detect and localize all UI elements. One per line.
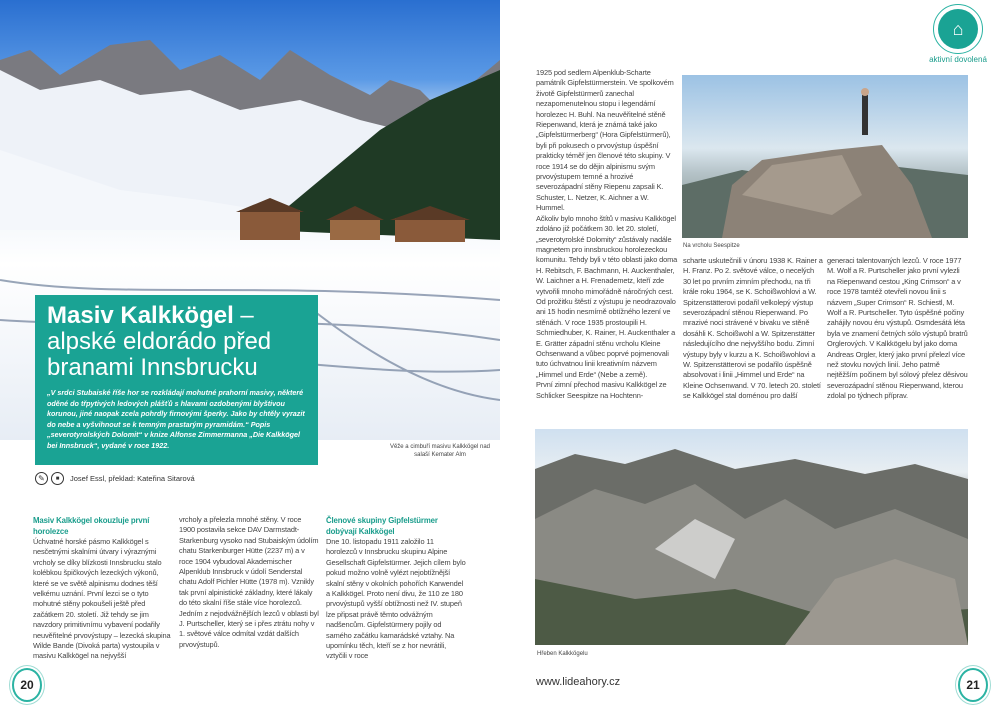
body-text: scharte uskutečnili v únoru 1938 K. Rainer a H. Franz. Po 2. světové válce, o necelých 30 let po prvním zimním přechodu, na tři krále roku 1964, se K. Schoißwohlovi a W. Spitzenstätterovi podařil velkolepý výstup severozápadní stěnou Riepenwand. Po mrazivé noci strávené v bivaku ve stěně dosáhli K. Schoißwohl a W. Spitzenstätter následujícího dne nejvyššího bodu. Zimní výstupy byly v kurzu a K. Schoißwohlovi a W. Spitzenstätterovi se podařilo úspěšně absolvovat i linii „Himmel und Erde“ na Kleine Ochsenwand. V 70. letech 20. století se Kalkkögel stal doménou pro další: [683, 256, 823, 401]
left-column-3: [326, 515, 466, 662]
website-link[interactable]: www.lideahory.cz: [536, 676, 621, 688]
photo-seespitze-summit: [682, 75, 968, 238]
title-line2: alpské eldorádo před: [47, 328, 272, 355]
page-title: [47, 303, 306, 381]
backpack-icon: ⌂: [933, 4, 983, 54]
body-text: Ačkoliv bylo mnoho štítů v masivu Kalkkögel zdoláno již počátkem 30. let 20. století, „severotyrolské Dolomity“ zůstávaly nadále magnetem pro innsbruckou horolezeckou komunitu. Tehdy byli v této oblasti jako doma H. Rebitsch, F. Bachmann, H. Auckenthaler, W. Laichner a H. Frenademetz, kteří zde vytvořili mnoho mimořádně náročných cest. Od prožitku štěstí z výstupu je neodrazovalo ani 15 hodin nesmírně obtížného lezení ve stěnách. V roce 1935 prostoupili H. Schmiedhuber, K. Rainer, H. Auckenthaler a E. Grätter západní stěnu vrcholu Kleine Ochsenwand a vůbec poprvé pojmenovali tuto úchvatnou linii kreativním názvem „Himmel und Erde“ (Nebe a země).: [536, 213, 678, 379]
intro-text: „V srdci Stubaiské říše hor se rozkládají mohutné prahorní masivy, některé oděné do třpytivých ledových plášťů s hlavami ozdobenými blyštivou korunou, jiné naopak zcela pohrdly firnovými šperky. Jako by chtěly vyrazit do nebe a vyšvihnout se k temným prastarým pyramidám.“ Popis „severotyrolských Dolomit“ v knize Alfonse Zimmermanna „Die Kalkkögel bei Innsbruck“, vydané v roce 1922.: [47, 388, 305, 450]
top-right-caption: Na vrcholu Seespitze: [683, 243, 740, 249]
title-line3: branami Innsbrucku: [47, 354, 258, 381]
credits-text: Josef Essl, překlad: Kateřina Sitarová: [70, 474, 195, 483]
right-column-1: [536, 68, 679, 401]
camera-icon: ■: [51, 472, 64, 485]
left-column-2: [179, 515, 319, 650]
body-text: vrcholy a přelezla mnohé stěny. V roce 1900 postavila sekce DAV Darmstadt-Starkenburg vysoko nad Stubaiským údolím chatu Starkenburger Hütte (2237 m) a v roce 1904 vybudoval Akademischer Alpenklub Innsbruck v údolí Senderstal chatu Adolf Pichler Hütte (1978 m). Vznikly tak první alpinistické základny, které lákaly do této skalní říše stále více horolezců. Jedním z nejodvážnějších lezců v oblasti byl J. Purtscheller, který se i přes ztrátu nohy v 1. světové válce odmítal vzdát dalších prvovýstupů.: [179, 515, 319, 649]
body-text: Dne 10. listopadu 1911 založilo 11 horolezců v Innsbrucku skupinu Alpine Gesellschaft Gipfelstürmer. Jejich cílem bylo pokud možno volně vylézt nejobtížnější skalní stěny v okolních pohořích Karwendel a Kalkkögel. Proto není divu, že 110 ze 180 prvovýstupů vyšší obtížnosti než IV. stupeň lze připsat právě těmto odvážným nadšencům. Gipfelstürmery pojily od samého začátku kamarádské vztahy. Na upomínku těch, kteří se z hor nevrátili, vztyčili v roce: [326, 537, 466, 661]
section-logo: [918, 4, 998, 64]
section-label: aktivní dovolená: [929, 55, 987, 64]
body-text: První zimní přechod masivu Kalkkögel ze Schlicker Seespitze na Hochtenn-: [536, 380, 667, 400]
body-text: 1925 pod sedlem Alpenklub-Scharte památník Gipfelstürmerstein. Ve spolkovém životě Gipfelstürmerů zanechal nezapomenutelnou stopu i legendární horolezec H. Buhl. Na neuvěřitelné stěně Riepenwand, která je známá také jako „Gipfelstürmerberg“ (Hora Gipfelstürmerů), byli při pokusech o prvovýstup úspěšní prakticky téměř jen členové této skupiny. V roce 1914 se do dějin alpinismu svým prvovýstupem temné a hrozivé severozápadní stěny Riepenu zapsali K. Schuster, L. Netzer, K. Aichner a W. Hummel.: [536, 68, 674, 213]
right-column-3: [827, 256, 969, 402]
section-heading: Masiv Kalkkögel okouzluje první horolezce: [33, 516, 150, 536]
title-dash: –: [233, 302, 254, 329]
page-number-right: 21: [958, 668, 988, 702]
page-number-left: 20: [12, 668, 42, 702]
bottom-photo-caption: Hřeben Kalkkögelu: [537, 651, 588, 657]
title-box: [35, 295, 318, 465]
section-heading: Členové skupiny Gipfelstürmer dobývají Kalkkögel: [326, 516, 438, 536]
body-text: Úchvatné horské pásmo Kalkkögel s nesčetnými skalními útvary i výraznými vrcholy se díky blízkosti Innsbrucku stalo kolébkou špičkových lezeckých výkonů, které se ve světě alpinismu dodnes těší velkému uznání. První lezci se o tyto mohutné stěny pokoušeli ještě před začátkem 20. století. Již tehdy se jim navzdory primitivnímu vybavení podařily neuvěřitelné prvovýstupy – lezecká skupina Wilde Bande (Divoká parta) vystoupila v masivu Kalkkögel na nejvyšší: [33, 537, 171, 661]
left-column-1: [33, 515, 173, 662]
credits: [35, 472, 195, 485]
title-bold: Masiv Kalkkögel: [47, 302, 234, 329]
photo-kalkkogel-ridge: [535, 429, 968, 645]
pen-icon: ✎: [35, 472, 48, 485]
body-text: generaci talentovaných lezců. V roce 1977 M. Wolf a R. Purtscheller jako první vylezli na Riepenwand cestou „King Crimson“ a v roce 1978 tamtéž otevřeli novou linii s názvem „Super Crimson“ R. Schiestl, M. Wolf a R. Purtscheller. Tyto úspěšné počiny zahájily novou éru výstupů. Osmdesátá léta byla ve znamení četných sólo výstupů bratrů Orglerových. V Kalkkögelu byl jako doma Andreas Orgler, který jako první přelezl více než stovku nových linií. Jeho patrně nejtěžším počinem byl sólový přelez děsivou severozápadní stěnou Riepenwand, kterou zdolal po týdnech příprav.: [827, 256, 968, 401]
right-column-2: [683, 256, 823, 402]
left-photo-caption: Věže a cimbuří masivu Kalkkögel nad salaší Kemater Alm: [389, 444, 491, 458]
